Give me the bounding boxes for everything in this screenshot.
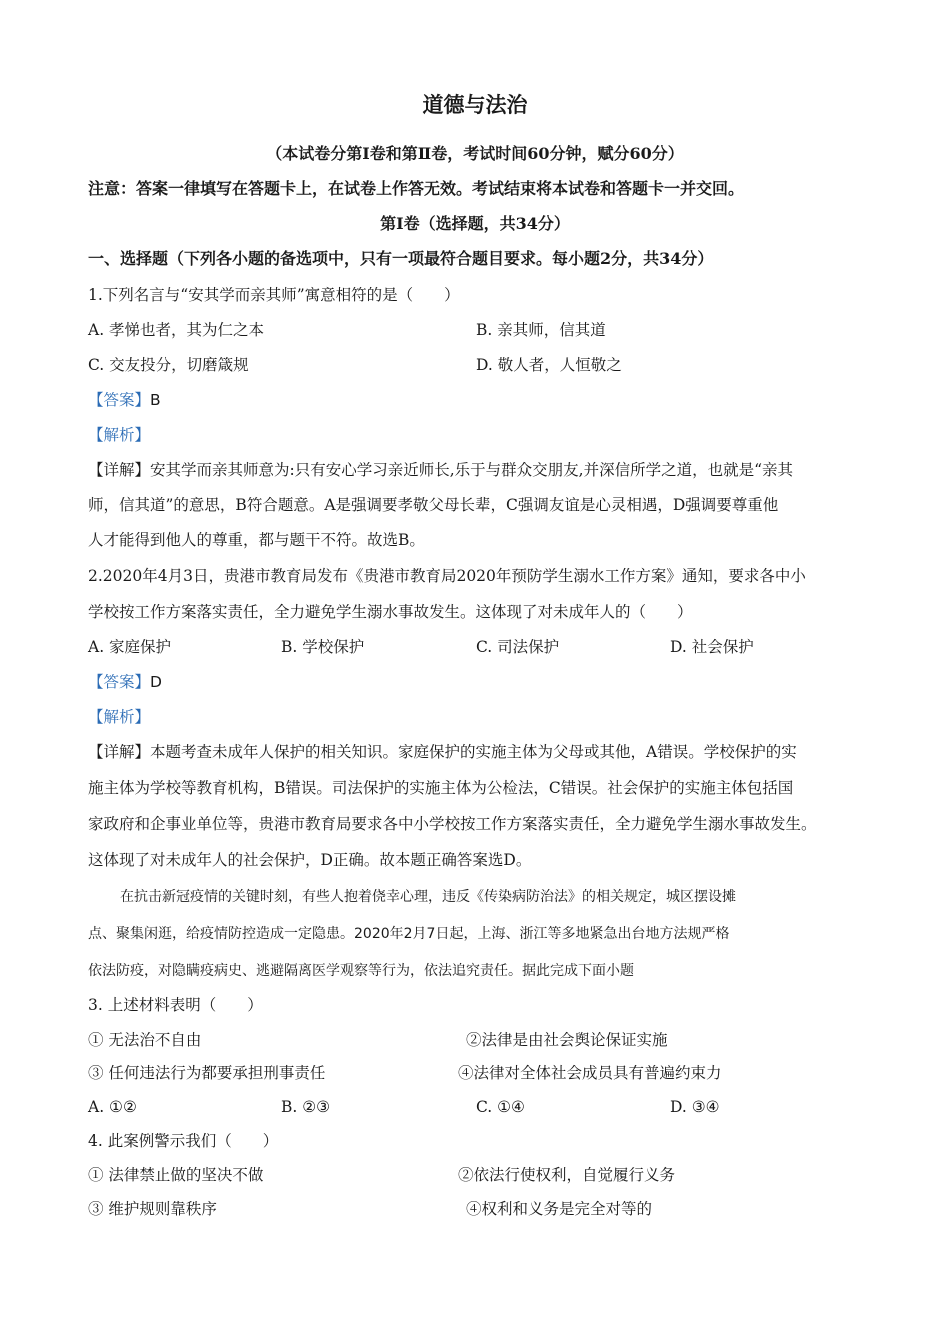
- answer-value: D: [150, 673, 162, 691]
- q4-item-4: ④权利和义务是完全对等的: [466, 1200, 653, 1218]
- q1-option-d: D. 敬人者，人恒敬之: [476, 356, 622, 374]
- section-one-title: 一、选择题（下列各小题的备选项中，只有一项最符合题目要求。每小题2分，共34分）: [88, 249, 714, 268]
- q1-analysis-tag: 【解析】: [88, 426, 151, 444]
- q3-item-3: ③ 任何违法行为都要承担刑事责任: [88, 1064, 326, 1082]
- q2-option-b: B. 学校保护: [281, 638, 365, 656]
- q2-answer: [88, 672, 162, 692]
- material-line: 在抗击新冠疫情的关键时刻，有些人抱着侥幸心理，违反《传染病防治法》的相关规定，城区摆设摊: [120, 889, 736, 905]
- q3-option-b: B. ②③: [281, 1098, 331, 1116]
- answer-value: B: [150, 391, 161, 409]
- q2-detail-line: 施主体为学校等教育机构，B错误。司法保护的实施主体为公检法，C错误。社会保护的实施主体包括国: [88, 779, 794, 797]
- q2-detail-line: 家政府和企事业单位等，贵港市教育局要求各中小学校按工作方案落实责任，全力避免学生溺水事故发生。: [88, 815, 817, 833]
- q1-stem: 1.下列名言与“安其学而亲其师”寓意相符的是（ ）: [88, 286, 460, 304]
- q2-option-c: C. 司法保护: [476, 638, 560, 656]
- q3-option-c: C. ①④: [476, 1098, 525, 1116]
- q4-stem: 4. 此案例警示我们（ ）: [88, 1132, 279, 1150]
- detail-text: 本题考查未成年人保护的相关知识。家庭保护的实施主体为父母或其他，A错误。学校保护的实: [150, 743, 797, 761]
- q1-detail-line: [88, 460, 793, 480]
- q4-item-1: ① 法律禁止做的坚决不做: [88, 1166, 264, 1184]
- q1-detail-line: 师，信其道”的意思，B符合题意。A是强调要孝敬父母长辈，C强调友谊是心灵相遇，D强调要尊重他: [88, 496, 779, 514]
- q3-item-1: ① 无法治不自由: [88, 1031, 202, 1049]
- q2-stem-line: 学校按工作方案落实责任，全力避免学生溺水事故发生。这体现了对未成年人的（ ）: [88, 603, 693, 621]
- q2-option-a: A. 家庭保护: [88, 638, 172, 656]
- q1-answer: [88, 390, 161, 410]
- q4-item-2: ②依法行使权利，自觉履行义务: [458, 1166, 676, 1184]
- q1-detail-line: 人才能得到他人的尊重，都与题干不符。故选B。: [88, 531, 425, 549]
- q3-item-2: ②法律是由社会舆论保证实施: [466, 1031, 668, 1049]
- q1-option-a: A. 孝悌也者，其为仁之本: [88, 321, 265, 339]
- answer-tag: 【答案】: [88, 673, 151, 691]
- q3-option-a: A. ①②: [88, 1098, 137, 1116]
- q1-option-b: B. 亲其师，信其道: [476, 321, 606, 339]
- exam-notice: 注意：答案一律填写在答题卡上，在试卷上作答无效。考试结束将本试卷和答题卡一并交回。: [88, 179, 745, 198]
- q2-option-d: D. 社会保护: [670, 638, 754, 656]
- detail-tag: 【详解】: [88, 461, 151, 479]
- page-title: 道德与法治: [422, 92, 528, 117]
- q2-stem-line: 2.2020年4月3日，贵港市教育局发布《贵港市教育局2020年预防学生溺水工作方案》通知，要求各中小: [88, 567, 806, 585]
- material-line: 依法防疫，对隐瞒疫病史、逃避隔离医学观察等行为，依法追究责任。据此完成下面小题: [88, 963, 634, 979]
- detail-text: 安其学而亲其师意为:只有安心学习亲近师长,乐于与群众交朋友,并深信所学之道，也就是“亲其: [150, 461, 794, 479]
- q4-item-3: ③ 维护规则靠秩序: [88, 1200, 217, 1218]
- detail-tag: 【详解】: [88, 743, 151, 761]
- q3-item-4: ④法律对全体社会成员具有普遍约束力: [458, 1064, 722, 1082]
- q2-detail-line: 这体现了对未成年人的社会保护，D正确。故本题正确答案选D。: [88, 851, 532, 869]
- q1-option-c: C. 交友投分，切磨箴规: [88, 356, 249, 374]
- q2-analysis-tag: 【解析】: [88, 708, 151, 726]
- q3-option-d: D. ③④: [670, 1098, 720, 1116]
- answer-tag: 【答案】: [88, 391, 151, 409]
- q2-detail-line: [88, 742, 797, 762]
- exam-subtitle: （本试卷分第Ⅰ卷和第Ⅱ卷，考试时间60分钟，赋分60分）: [266, 144, 684, 163]
- material-line: 点、聚集闲逛，给疫情防控造成一定隐患。2020年2月7日起，上海、浙江等多地紧急出台地方法规严格: [88, 926, 730, 942]
- part-one-title: 第Ⅰ卷（选择题，共34分）: [380, 214, 570, 233]
- q3-stem: 3. 上述材料表明（ ）: [88, 996, 263, 1014]
